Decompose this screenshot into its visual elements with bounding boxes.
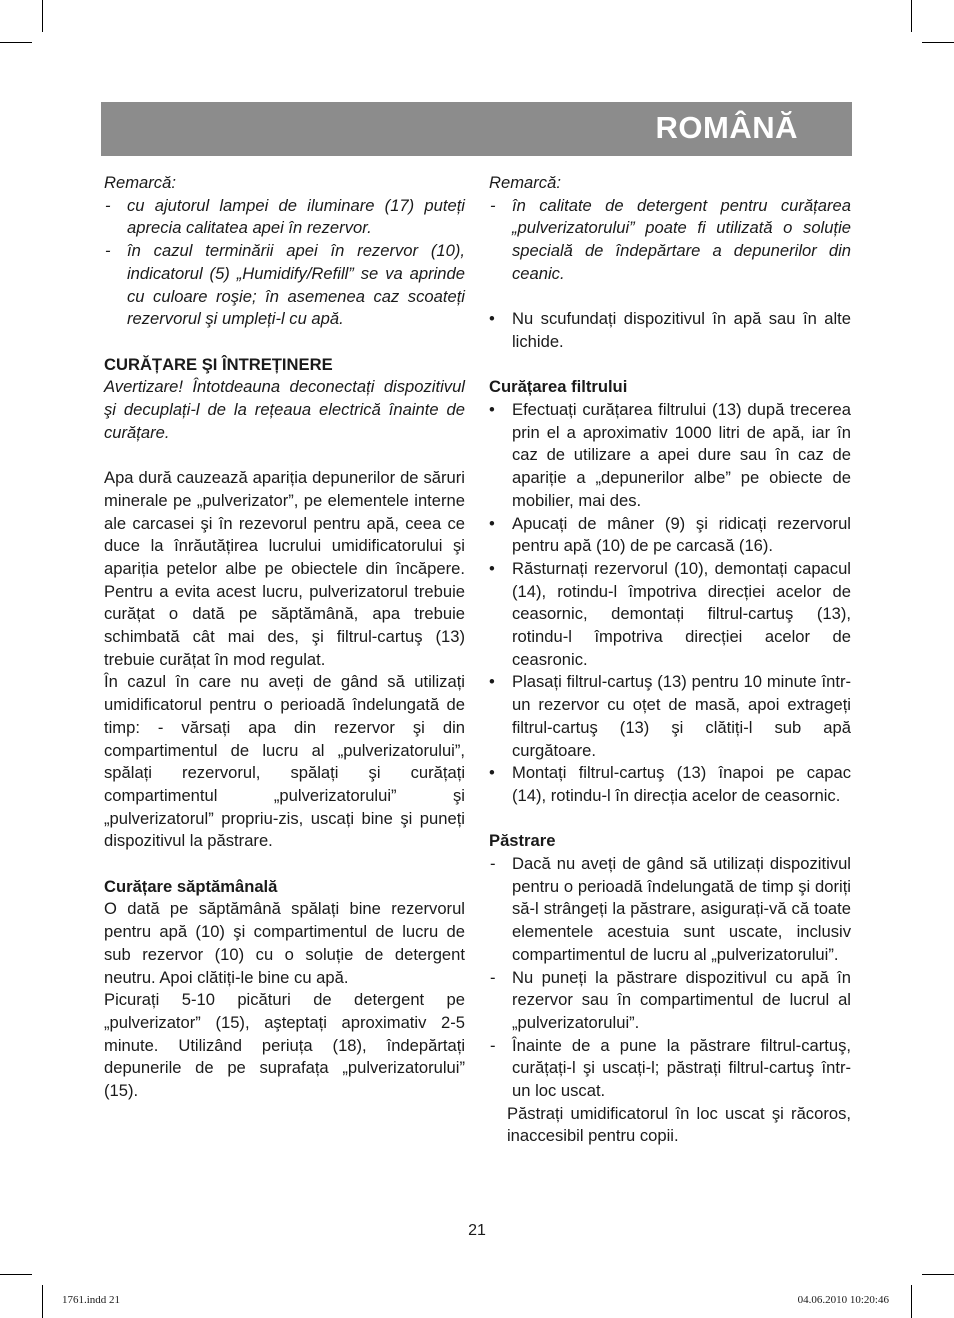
list-item: • Apucați de mâner (9) şi ridicați rezervorul pentru apă (10) de pe carcasă (16). xyxy=(489,513,851,556)
list-item: - cu ajutorul lampei de iluminare (17) puteți aprecia calitatea apei în rezervor. xyxy=(105,195,465,238)
right-column xyxy=(489,172,851,1148)
note-label: Remarcă: xyxy=(104,173,176,192)
list-item: - în cazul terminării apei în rezervor (10), indicatorul (5) „Humidify/Refill” se va aprinde cu culoare roşie; în asemenea caz scoateți rezervorul şi umpleți-l cu apă. xyxy=(105,241,465,329)
bullet-list xyxy=(489,308,851,353)
page-title: ROMÂNĂ xyxy=(655,110,798,145)
left-column xyxy=(104,172,465,1103)
footer-timestamp: 04.06.2010 10:20:46 xyxy=(797,1294,889,1306)
crop-mark xyxy=(0,42,32,43)
footer-file: 1761.indd 21 xyxy=(62,1294,121,1306)
crop-mark xyxy=(911,1285,912,1318)
section-heading: CURĂȚARE ŞI ÎNTREȚINERE xyxy=(104,354,333,374)
crop-mark xyxy=(42,0,43,32)
list-item: • Plasați filtrul-cartuş (13) pentru 10 minute într-un rezervor cu oțet de masă, apoi extrageți filtrul-cartuş (13) şi clătiți-l sub apă curgătoare. xyxy=(489,672,851,760)
note-list xyxy=(489,195,851,286)
list-item: • Montați filtrul-cartuş (13) înapoi pe capac (14), rotindu-l în direcția acelor de ceasornic. xyxy=(489,763,851,805)
crop-mark xyxy=(42,1285,43,1318)
paragraph: Picurați 5-10 picături de detergent pe „pulverizator” (15), aşteptați aproximativ 2-5 minute. Utilizând periuța (18), îndepărtați depunerile de pe suprafața „pulverizatorului” (15). xyxy=(104,990,465,1101)
list-item: - Dacă nu aveți de gând să utilizați dispozitivul pentru o perioadă îndelungată de timp şi doriți să-l strângeți la păstrare, asigurați-vă că toate elementele acestuia sunt uscate, inclusiv compartimentul de lucru al „pulverizatorului”. xyxy=(490,854,851,964)
note-label: Remarcă: xyxy=(489,173,561,192)
paragraph: O dată pe săptămână spălați bine rezervorul pentru apă (10) şi compartimentul de lucru de sub rezervor (10) cu o soluție de detergent neutru. Apoi clătiți-le bine cu apă. xyxy=(104,899,465,987)
list-item: - Nu puneți la păstrare dispozitivul cu apă în rezervor sau în compartimentul de lucrul al „pulverizatorului”. xyxy=(490,967,851,1032)
note-list xyxy=(104,195,465,331)
warning-text: Avertizare! Întotdeauna deconectați dispozitivul şi decuplați-l de la rețeaua electrică înainte de curățare. xyxy=(104,377,465,442)
paragraph: Apa dură cauzează apariția depunerilor de săruri minerale pe „pulverizator”, pe elementele interne ale carcasei şi în rezevorul pentru apă, ceea ce duce la înrăutățirea lucrului umidificatorului şi apariția petelor albe pe obiectele din încăpere. Pentru a evita acest lucru, pulverizatorul trebuie curățat o dată pe săptămână, apa trebuie schimbată cât mai des, şi filtrul-cartuş (13) trebuie curățat în mod regulat. xyxy=(104,468,465,669)
crop-mark xyxy=(911,0,912,32)
page-number: 21 xyxy=(468,1222,486,1239)
section-heading: Păstrare xyxy=(489,831,556,851)
crop-mark xyxy=(922,1274,954,1275)
filter-steps xyxy=(489,399,851,808)
list-item: • Efectuați curățarea filtrului (13) după trecerea prin el a aproximativ 1000 litri de apă, iar în caz de utilizare a apei dure sau în caz de apariție a „depunerilor albe” pe obiecte de mobilier, mai des. xyxy=(489,400,851,510)
section-heading: Curățarea filtrului xyxy=(489,377,628,397)
paragraph: În cazul în care nu aveți de gând să utilizați umidificatorul pentru o perioadă îndelungată de timp: - vărsați apa din rezervor şi din compartimentul de lucru al „pulverizatorului”, spălați rezervorul, spălați şi curățați compartimentul „pulverizatorului” şi „pulverizatorul” propriu-zis, uscați bine şi puneți dispozitivul la păstrare. xyxy=(104,672,465,851)
crop-mark xyxy=(922,42,954,43)
list-item: - în calitate de detergent pentru curățarea „pulverizatorului” poate fi utilizată o soluție specială de îndepărtare a depunerilor din ceanic. xyxy=(490,195,851,283)
storage-final-note: Păstrați umidificatorul în loc uscat şi răcoros, inaccesibil pentru copii. xyxy=(507,1103,851,1146)
language-banner xyxy=(101,102,852,156)
list-item: • Răsturnați rezervorul (10), demontați capacul (14), rotindu-l împotriva direcției acelor de ceasornic, demontați filtrul-cartuş (13), rotindu-l împotriva direcției acelor de ceasronic. xyxy=(489,558,851,669)
crop-mark xyxy=(0,1274,32,1275)
storage-list xyxy=(489,853,851,1103)
section-heading: Curățare săptămânală xyxy=(104,876,278,896)
list-item: • Nu scufundați dispozitivul în apă sau în alte lichide. xyxy=(489,309,851,351)
list-item: - Înainte de a pune la păstrare filtrul-cartuş, curățați-l şi uscați-l; păstrați filtrul-cartuş într-un loc uscat. xyxy=(490,1035,851,1101)
